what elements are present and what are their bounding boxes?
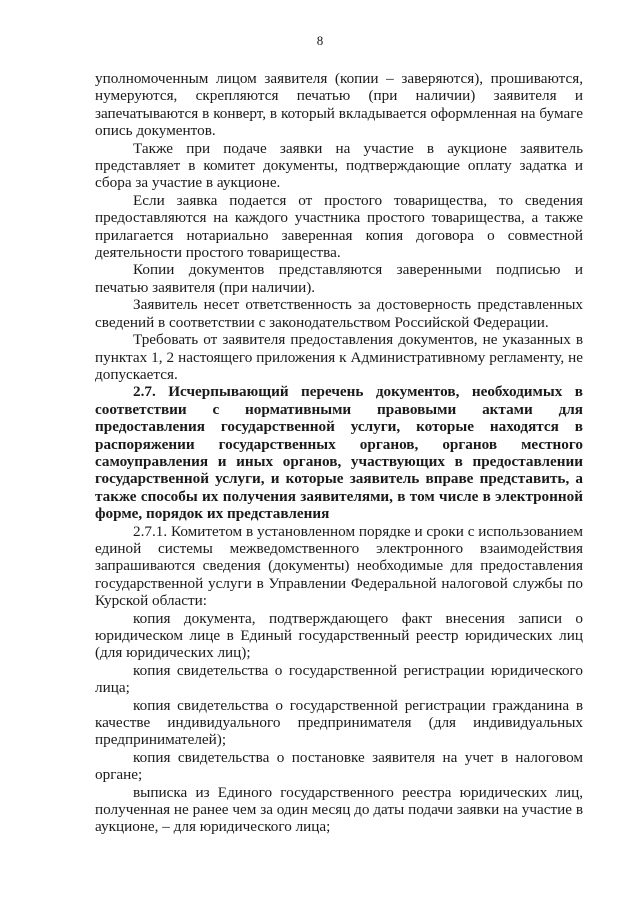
paragraph-2-7-1: 2.7.1. Комитетом в установленном порядке и сроки с использованием единой системы межведомственного электронного взаимодействия запрашиваются сведения (документы) необходимые для предоставления государственной услуги в Управлении Федеральной налоговой службы по Курской области: xyxy=(95,522,583,610)
page-number: 8 xyxy=(316,33,324,48)
paragraph-deposit-payment: Также при подаче заявки на участие в аукционе заявитель представляет в комитет документы, подтверждающие оплату задатка и сбора за участие в аукционе. xyxy=(95,139,583,192)
section-heading-2-7: 2.7. Исчерпывающий перечень документов, необходимых в соответствии с нормативными правовыми актами для предоставления государственной услуги, которые находятся в распоряжении государственных органов, органов местного самоуправления и иных органов, участвующих в предоставлении государственной услуги, и которые заявитель вправе представить, а также способы их получения заявителями, в том числе в электронной форме, порядок их представления xyxy=(95,383,583,523)
paragraph-not-required-documents: Требовать от заявителя предоставления документов, не указанных в пунктах 1, 2 настоящего приложения к Административному регламенту, не допускается. xyxy=(95,331,583,383)
document-body xyxy=(95,70,583,836)
list-item-entrepreneur-registration: копия свидетельства о государственной регистрации гражданина в качестве индивидуального предпринимателя (для индивидуальных предпринимателей); xyxy=(95,696,583,749)
paragraph-copies-certified: Копии документов представляются заверенными подписью и печатью заявителя (при наличии). xyxy=(95,261,583,296)
list-item-tax-registration: копия свидетельства о постановке заявителя на учет в налоговом органе; xyxy=(95,748,583,784)
paragraph-simple-partnership: Если заявка подается от простого товарищества, то сведения предоставляются на каждого участника простого товарищества, а также прилагается нотариально заверенная копия договора о совместной деятельности простого товарищества. xyxy=(95,191,583,262)
list-item-egrul-record: копия документа, подтверждающего факт внесения записи о юридическом лице в Единый государственный реестр юридических лиц (для юридических лиц); xyxy=(95,609,583,662)
list-item-egrul-extract: выписка из Единого государственного реестра юридических лиц, полученная не ранее чем за один месяц до даты подачи заявки на участие в аукционе, – для юридического лица; xyxy=(95,783,583,836)
paragraph-continuation: уполномоченным лицом заявителя (копии – заверяются), прошиваются, нумеруются, скрепляются печатью (при наличии) заявителя и запечатываются в конверт, в который вкладывается оформленная на бумаге опись документов. xyxy=(95,70,583,140)
paragraph-applicant-responsibility: Заявитель несет ответственность за достоверность представленных сведений в соответствии с законодательством Российской Федерации. xyxy=(95,296,583,331)
list-item-legal-entity-registration: копия свидетельства о государственной регистрации юридического лица; xyxy=(95,661,583,697)
